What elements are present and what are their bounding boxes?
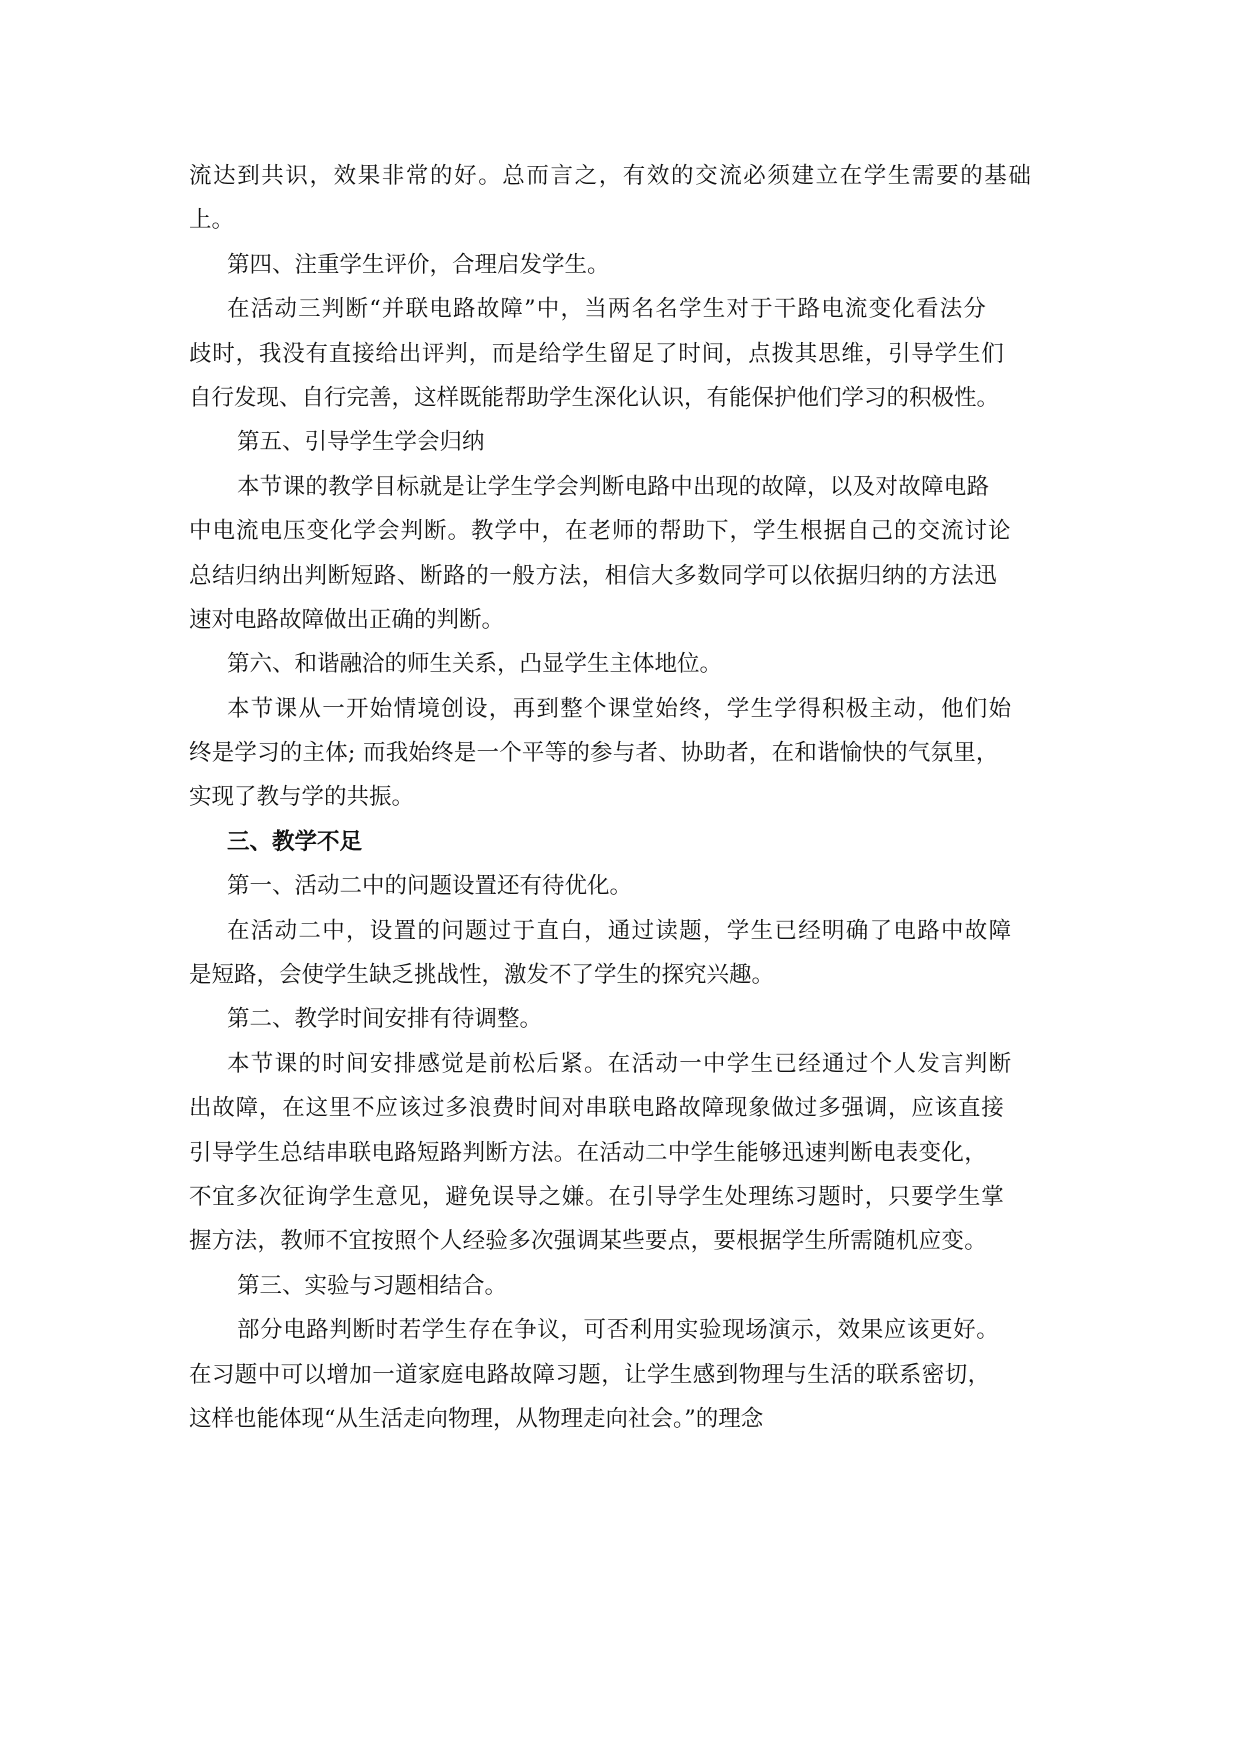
text-line: 不宜多次征询学生意见，避免误导之嫌。在引导学生处理练习题时，只要学生掌 xyxy=(189,1183,1005,1210)
text-line: 本节课从一开始情境创设，再到整个课堂始终，学生学得积极主动，他们始 xyxy=(227,695,1013,722)
text-line: 歧时，我没有直接给出评判，而是给学生留足了时间，点拨其思维，引导学生们 xyxy=(189,340,1005,367)
text-line: 实现了教与学的共振。 xyxy=(189,784,415,811)
text-line: 在活动二中，设置的问题过于直白，通过读题，学生已经明确了电路中故障 xyxy=(227,917,1013,944)
document-page xyxy=(189,160,1069,1447)
text-line: 上。 xyxy=(189,207,235,234)
text-line: 是短路，会使学生缺乏挑战性，激发不了学生的探究兴趣。 xyxy=(189,962,775,989)
section-heading: 三、教学不足 xyxy=(227,828,363,855)
text-line: 本节课的教学目标就是让学生学会判断电路中出现的故障，以及对故障电路 xyxy=(237,473,990,500)
text-line: 第五、引导学生学会归纳 xyxy=(237,429,485,456)
text-line: 速对电路故障做出正确的判断。 xyxy=(189,606,505,633)
text-line: 流达到共识，效果非常的好。总而言之，有效的交流必须建立在学生需要的基础 xyxy=(189,163,1033,189)
text-line: 部分电路判断时若学生存在争议，可否利用实验现场演示，效果应该更好。 xyxy=(237,1317,1000,1344)
text-line: 引导学生总结串联电路短路判断方法。在活动二中学生能够迅速判断电表变化， xyxy=(189,1139,988,1166)
text-line: 中电流电压变化学会判断。教学中，在老师的帮助下，学生根据自己的交流讨论 xyxy=(189,518,1012,545)
text-line: 这样也能体现“从生活走向物理，从物理走向社会。”的理念 xyxy=(189,1405,764,1432)
text-line: 在习题中可以增加一道家庭电路故障习题，让学生感到物理与生活的联系密切， xyxy=(189,1361,991,1388)
text-line: 总结归纳出判断短路、断路的一般方法，相信大多数同学可以依据归纳的方法迅 xyxy=(189,562,998,589)
text-line: 第三、实验与习题相结合。 xyxy=(237,1272,508,1299)
text-line: 本节课的时间安排感觉是前松后紧。在活动一中学生已经通过个人发言判断 xyxy=(227,1050,1013,1077)
text-line: 终是学习的主体; 而我始终是一个平等的参与者、协助者，在和谐愉快的气氛里， xyxy=(189,740,999,767)
text-line: 出故障，在这里不应该过多浪费时间对串联电路故障现象做过多强调，应该直接 xyxy=(189,1095,1005,1122)
text-line: 第一、活动二中的问题设置还有待优化。 xyxy=(227,873,633,900)
text-line: 第四、注重学生评价，合理启发学生。 xyxy=(227,251,610,278)
text-line: 第六、和谐融洽的师生关系，凸显学生主体地位。 xyxy=(227,651,723,678)
text-line: 自行发现、自行完善，这样既能帮助学生深化认识，有能保护他们学习的积极性。 xyxy=(189,384,1000,411)
text-line: 第二、教学时间安排有待调整。 xyxy=(227,1006,543,1033)
text-line: 在活动三判断“并联电路故障”中，当两名名学生对于干路电流变化看法分 xyxy=(227,296,988,323)
text-line: 握方法，教师不宜按照个人经验多次强调某些要点，要根据学生所需随机应变。 xyxy=(189,1228,988,1255)
